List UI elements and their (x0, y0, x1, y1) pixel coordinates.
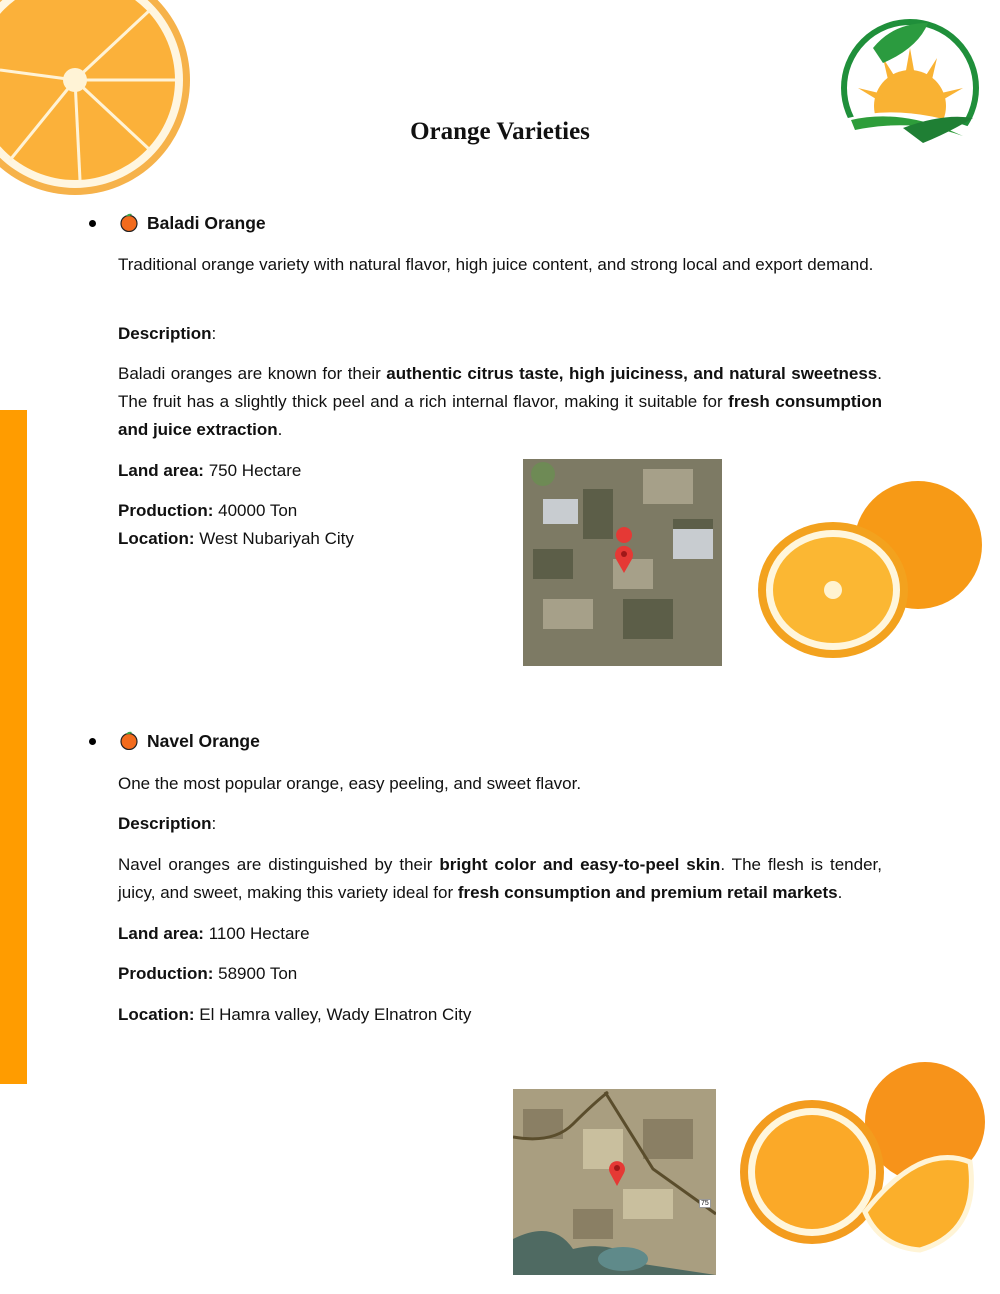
land-area: Land area: 1100 Hectare (118, 924, 310, 943)
orange-fruit-icon (119, 730, 139, 750)
orange-slice-image (0, 0, 200, 205)
bullet (89, 738, 96, 745)
variety-heading: Baladi Orange (147, 213, 266, 233)
production: Production: 40000 Ton (118, 501, 298, 520)
production: Production: 58900 Ton (118, 964, 298, 983)
satellite-map-image (523, 459, 722, 666)
page-title: Orange Varieties (410, 118, 590, 145)
land-area: Land area: 750 Hectare (118, 461, 302, 480)
variety-summary: One the most popular orange, easy peeling, and sweet flavor. (118, 774, 582, 793)
satellite-map-image (513, 1089, 716, 1275)
variety-summary: Traditional orange variety with natural flavor, high juice content, and strong local and export demand. (118, 255, 874, 274)
bullet (89, 220, 96, 227)
orange-halves-image (748, 480, 988, 678)
orange-fruit-icon (119, 212, 139, 232)
location: Location: El Hamra valley, Wady Elnatron City (118, 1005, 472, 1024)
variety-heading: Navel Orange (147, 731, 260, 751)
location: Location: West Nubariyah City (118, 529, 354, 548)
route-label: 75 (701, 1200, 709, 1207)
description-label: Description: (118, 324, 217, 343)
description-label: Description: (118, 814, 217, 833)
accent-bar (0, 410, 27, 1084)
variety-description: Navel oranges are distinguished by their bright color and easy-to-peel skin. The flesh is tender, juicy, and sweet, making this variety ideal for fresh consumption and premium retail markets. (118, 855, 882, 902)
variety-description: Baladi oranges are known for their authentic citrus taste, high juiciness, and natural sweetness. The fruit has a slightly thick peel and a rich internal flavor, making it suitable for fresh consumption and juice extraction. (118, 364, 882, 439)
orange-fruits-image (740, 1062, 990, 1257)
